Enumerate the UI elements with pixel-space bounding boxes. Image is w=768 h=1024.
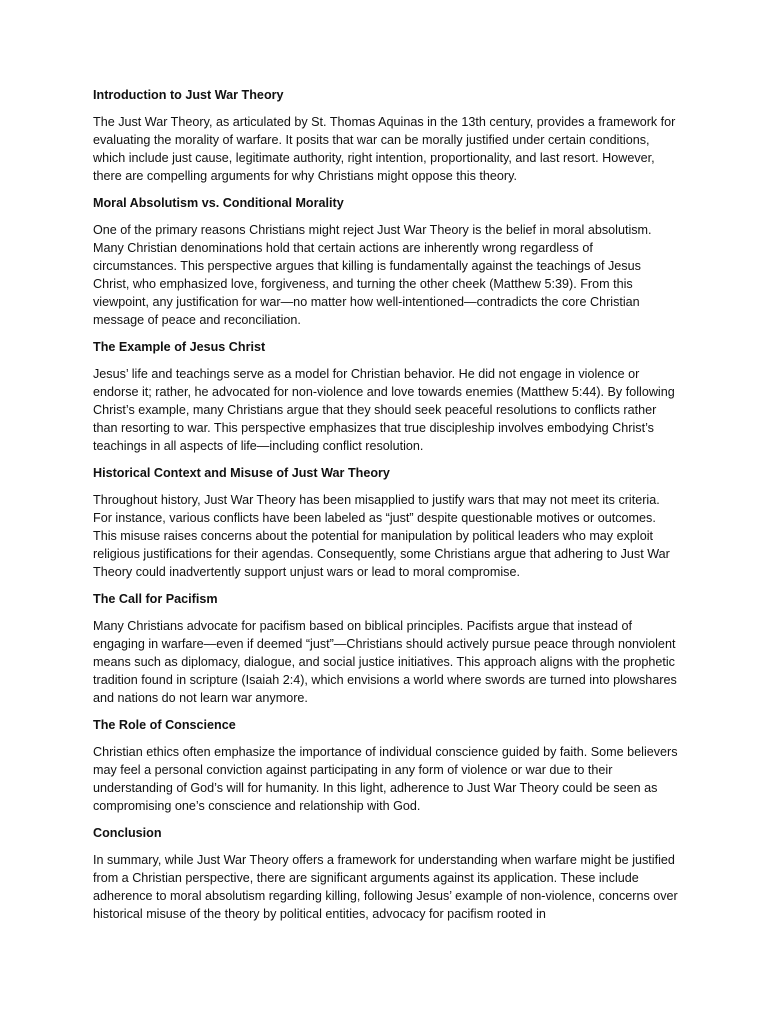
section-heading: Moral Absolutism vs. Conditional Morality: [93, 196, 344, 210]
section-heading: Historical Context and Misuse of Just War Theory: [93, 466, 390, 480]
section-paragraph: Many Christians advocate for pacifism based on biblical principles. Pacifists argue that instead of engaging in warfare—even if deemed “just”—Christians should actively pursue peace through nonviolent means such as diplomacy, dialogue, and social justice initiatives. This approach aligns with the prophetic tradition found in scripture (Isaiah 2:4), which envisions a world where swords are turned into plowshares and nations do not learn war anymore.: [93, 619, 677, 705]
section-moral-absolutism: [93, 194, 678, 329]
section-paragraph: Throughout history, Just War Theory has been misapplied to justify wars that may not meet its criteria. For instance, various conflicts have been labeled as “just” despite questionable motives or outcomes. This misuse raises concerns about the potential for manipulation by political leaders who may exploit religious justifications for their agendas. Consequently, some Christians argue that adhering to Just War Theory could inadvertently support unjust wars or lead to moral compromise.: [93, 493, 670, 579]
section-paragraph: The Just War Theory, as articulated by St. Thomas Aquinas in the 13th century, provides a framework for evaluating the morality of warfare. It posits that war can be morally justified under certain conditions, which include just cause, legitimate authority, right intention, proportionality, and last resort. However, there are compelling arguments for why Christians might oppose this theory.: [93, 115, 676, 183]
section-conclusion: [93, 824, 678, 923]
section-example-of-jesus: [93, 338, 678, 455]
section-role-of-conscience: [93, 716, 678, 815]
section-heading: The Example of Jesus Christ: [93, 340, 266, 354]
section-paragraph: Jesus’ life and teachings serve as a model for Christian behavior. He did not engage in violence or endorse it; rather, he advocated for non-violence and love towards enemies (Matthew 5:44). By following Christ’s example, many Christians argue that they should seek peaceful resolutions to conflicts rather than resorting to war. This perspective emphasizes that true discipleship involves embodying Christ’s teachings in all aspects of life—including conflict resolution.: [93, 367, 675, 453]
section-paragraph: Christian ethics often emphasize the importance of individual conscience guided by faith. Some believers may feel a personal conviction against participating in any form of violence or war due to their understanding of God’s will for humanity. In this light, adherence to Just War Theory could be seen as compromising one’s conscience and relationship with God.: [93, 745, 678, 813]
section-historical-context: [93, 464, 678, 581]
section-heading: Conclusion: [93, 826, 162, 840]
section-heading: The Role of Conscience: [93, 718, 236, 732]
section-heading: The Call for Pacifism: [93, 592, 218, 606]
section-heading: Introduction to Just War Theory: [93, 88, 284, 102]
section-call-for-pacifism: [93, 590, 678, 707]
section-introduction: [93, 86, 678, 185]
document-page: [93, 86, 678, 1024]
section-paragraph: One of the primary reasons Christians might reject Just War Theory is the belief in moral absolutism. Many Christian denominations hold that certain actions are inherently wrong regardless of circumstances. This perspective argues that killing is fundamentally against the teachings of Jesus Christ, who emphasized love, forgiveness, and turning the other cheek (Matthew 5:39). From this viewpoint, any justification for war—no matter how well-intentioned—contradicts the core Christian message of peace and reconciliation.: [93, 223, 652, 327]
section-paragraph: In summary, while Just War Theory offers a framework for understanding when warfare might be justified from a Christian perspective, there are significant arguments against its application. These include adherence to moral absolutism regarding killing, following Jesus’ example of non-violence, concerns over historical misuse of the theory by political entities, advocacy for pacifism rooted in: [93, 853, 678, 921]
